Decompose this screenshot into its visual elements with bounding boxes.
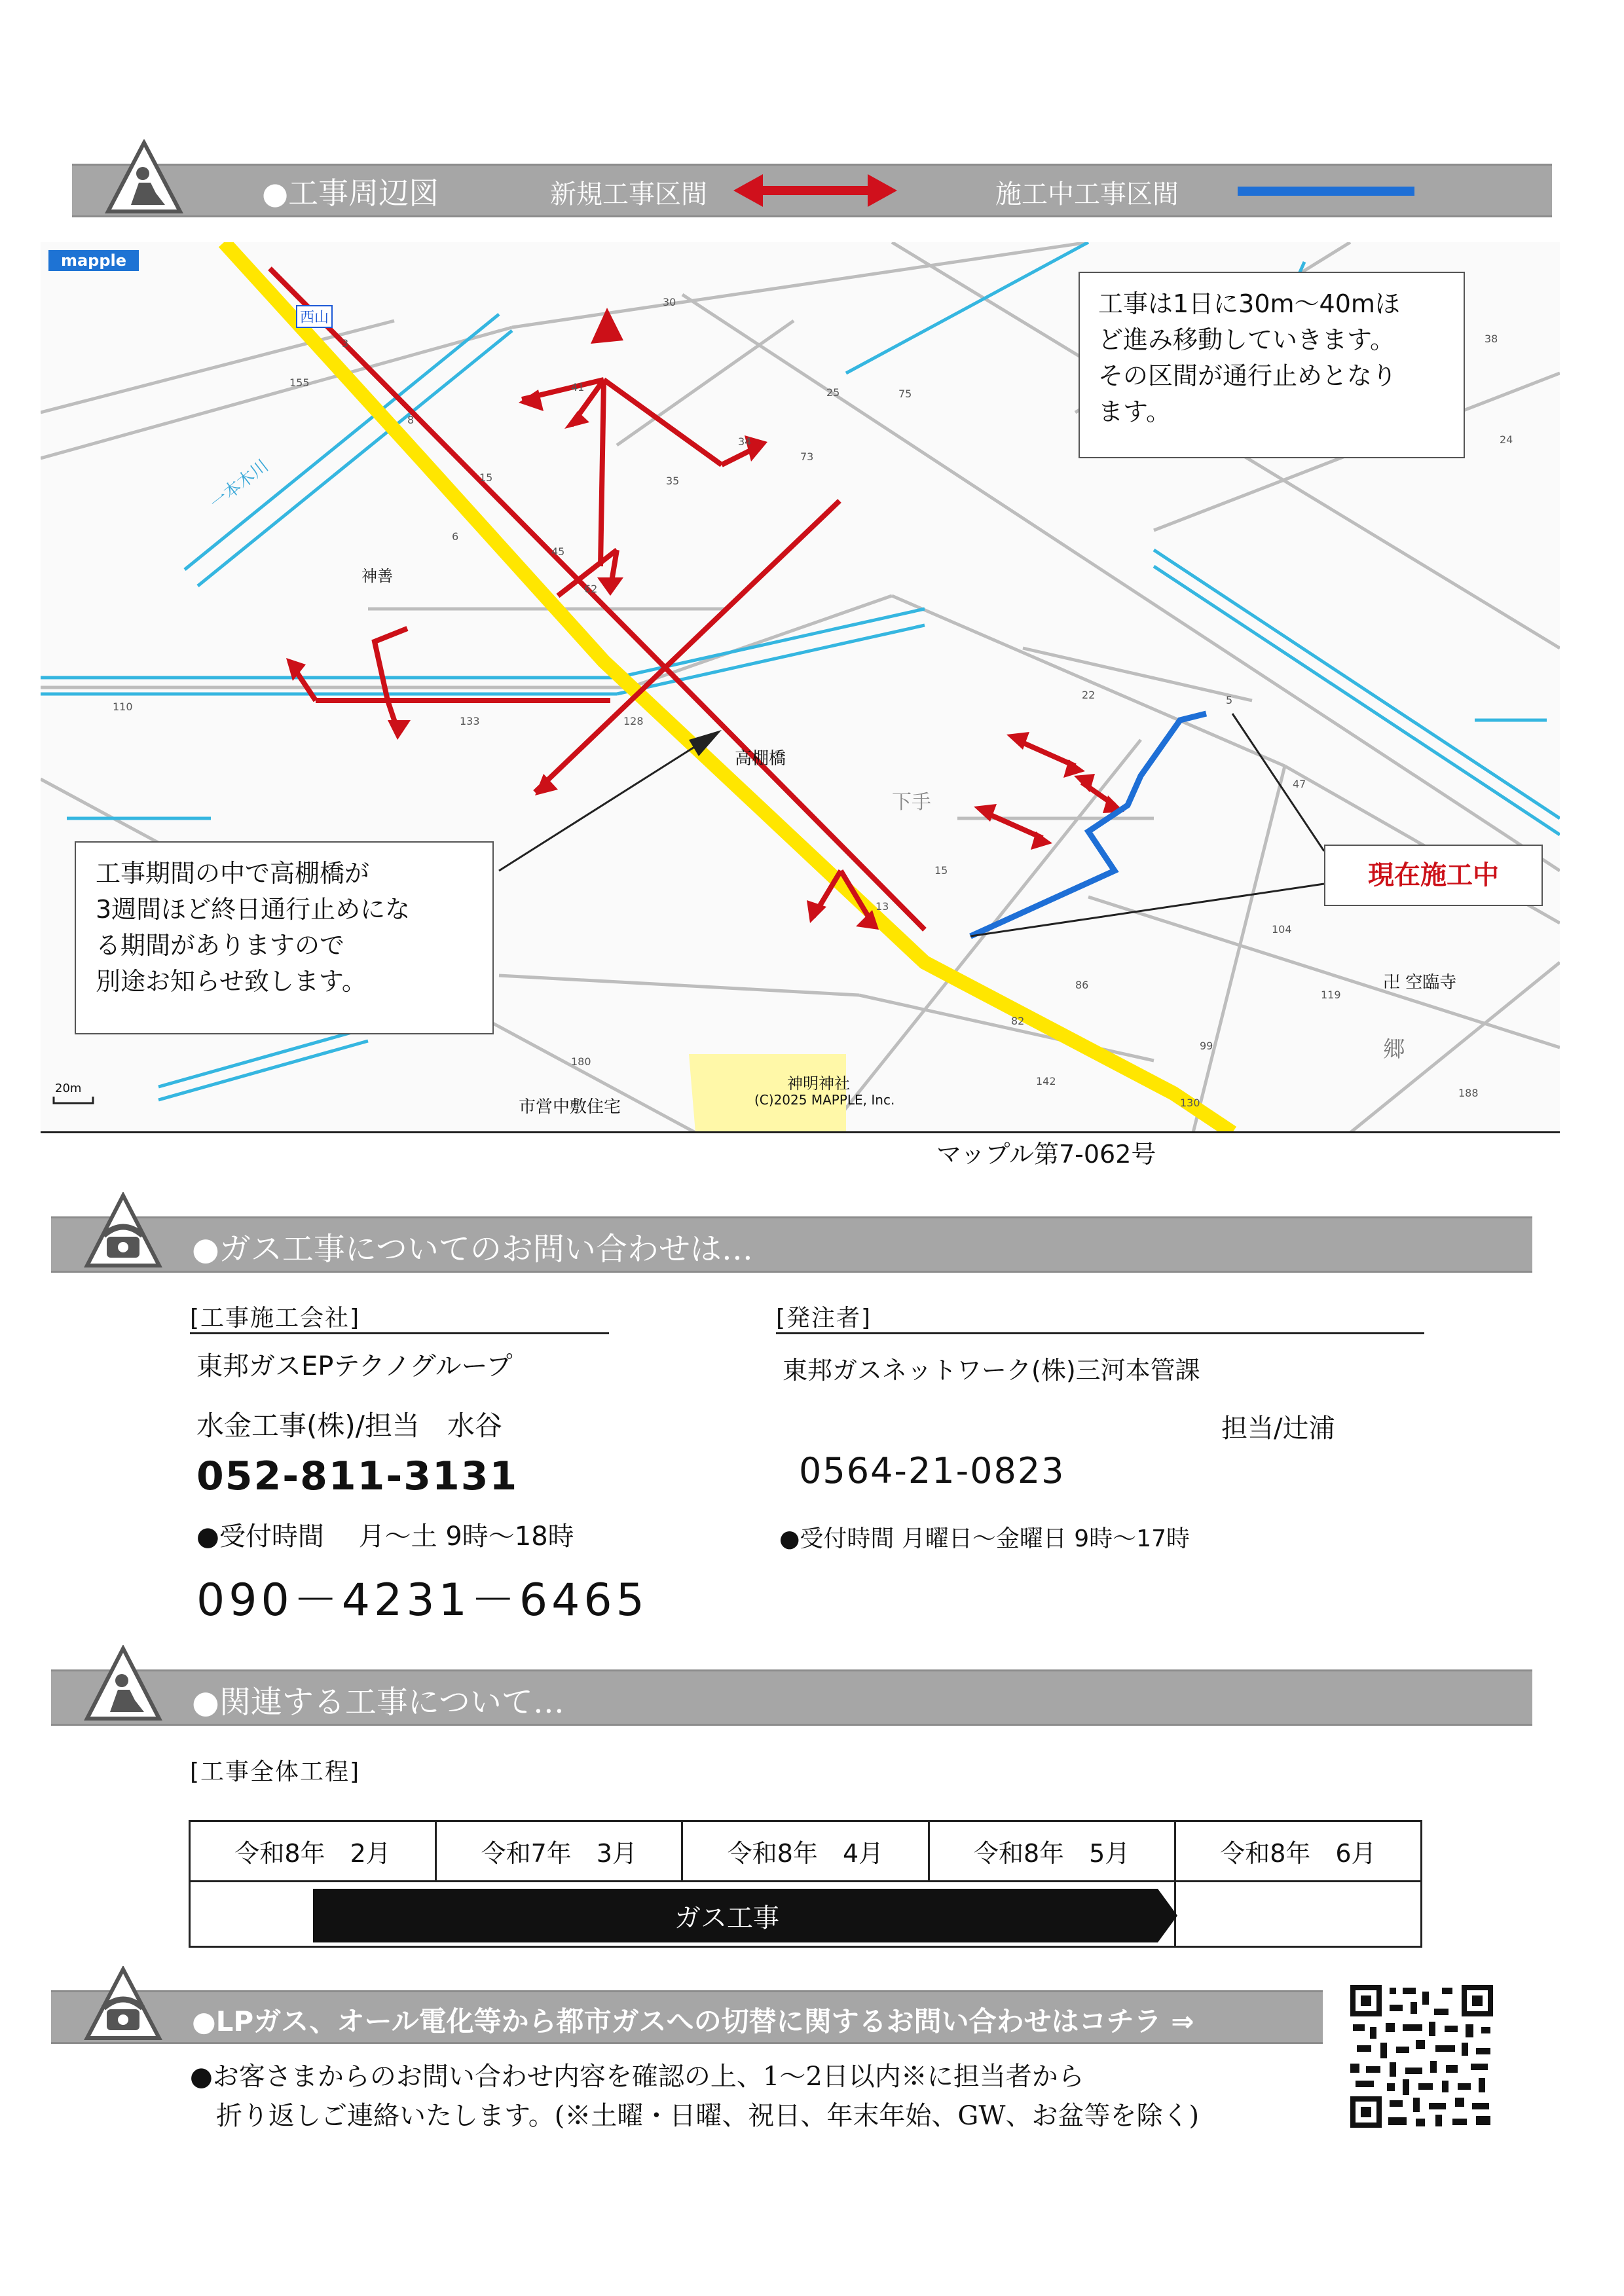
schedule-label: [工事全体工程] [190,1758,361,1785]
legend-new-arrow [733,171,897,210]
current-work-label: 現在施工中 [1324,845,1543,906]
label-shimote: 下手 [892,791,931,814]
house-number: 142 [1036,1075,1056,1087]
house-number: 104 [1272,923,1292,936]
note-bridge-callout [75,841,494,1034]
contact-section-title: ●ガス工事についてのお問い合わせは… [192,1231,753,1267]
house-number: 13 [876,900,889,913]
label-jutaku: 市営中敷住宅 [519,1097,621,1117]
client-phone: 0564-21-0823 [799,1450,1065,1491]
house-number: 38 [1485,333,1498,345]
client-underline [776,1332,1424,1334]
contractor-hours: ●受付時間 月～土 9時～18時 [196,1522,574,1552]
schedule-month: 令和8年 2月 [190,1821,436,1882]
house-number: 133 [460,715,480,727]
contractor-company: 水金工事(株)/担当 水谷 [196,1410,502,1442]
switch-body-line2: 折り返しご連絡いたします。(※土曜・日曜、祝日、年末年始、GW、お盆等を除く) [216,2101,1200,2131]
label-go: 郷 [1383,1036,1405,1063]
house-number: 34 [738,435,752,448]
label-shinmei: 神明神社 [787,1074,850,1093]
client-hours: ●受付時間 月曜日～金曜日 9時～17時 [779,1525,1190,1552]
label-kuurinji: 卍 空臨寺 [1383,973,1457,993]
house-number: 99 [1200,1040,1213,1052]
label-nishiyama: 西山 [296,305,333,328]
schedule-month: 令和8年 5月 [929,1821,1175,1882]
switch-body-line1: ●お客さまからのお問い合わせ内容を確認の上、1～2日以内※に担当者から [190,2062,1084,2092]
note-progress-line: ど進み移動していきます。 [1098,325,1395,354]
contractor-name: 東邦ガスEPテクノグループ [196,1351,513,1381]
note-progress-line: 工事は1日に30m～40mほ [1098,289,1400,318]
contractor-underline [190,1332,609,1334]
label-kanzen: 神善 [361,567,393,585]
contractor-phone: 052-811-3131 [196,1453,519,1499]
map-section-title: ●工事周辺図 [262,175,439,211]
note-progress-line: ます。 [1098,397,1171,426]
switch-section-title: ●LPガス、オール電化等から都市ガスへの切替に関するお問い合わせはコチラ ⇒ [192,2005,1194,2037]
label-scale: 20m [55,1082,82,1095]
house-number: 30 [663,296,676,308]
telephone-icon [84,1966,162,2041]
switch-section-header [51,1990,1323,2044]
gas-work-label: ガス工事 [674,1903,779,1933]
map-bottom-rule [41,1131,1560,1133]
note-bridge-line: 3週間ほど終日通行止めにな [96,895,411,924]
house-number: 86 [1075,979,1089,991]
house-number: 128 [623,715,644,727]
house-number: 119 [1321,989,1341,1001]
contractor-mobile: 090－4231－6465 [196,1575,648,1626]
note-progress-line: その区間が通行止めとなり [1098,361,1397,390]
house-number: 75 [898,388,912,400]
house-number: 47 [1293,778,1306,790]
house-number: 5 [1226,694,1233,706]
map-number: マップル第7-062号 [936,1140,1156,1169]
legend-current-line [1238,187,1414,196]
house-number: 24 [1500,433,1513,446]
mapple-logo: mapple [48,250,139,271]
house-number: 41 [571,381,585,393]
house-number: 73 [800,450,814,463]
house-number: 130 [1180,1097,1200,1109]
note-bridge-line: 工事期間の中で高棚橋が [96,859,370,888]
house-number: 3 [342,337,349,350]
house-number: 15 [934,864,948,877]
legend-new-label: 新規工事区間 [550,179,707,210]
telephone-icon [84,1192,162,1269]
label-takatanabashi: 高棚橋 [735,749,786,769]
contact-section-header [51,1216,1532,1273]
house-number: 110 [113,701,133,713]
label-copyright: (C)2025 MAPPLE, Inc. [754,1092,895,1108]
construction-worker-icon [84,1645,162,1722]
label-river: 一本木川 [206,456,272,514]
note-bridge-line: 別途お知らせ致します。 [96,967,367,996]
qr-code-icon[interactable] [1350,1985,1493,2128]
note-bridge-line: る期間がありますので [96,931,345,960]
house-number: 25 [826,386,840,399]
related-section-header [51,1669,1532,1726]
schedule-month: 令和8年 6月 [1175,1821,1421,1882]
house-number: 6 [452,530,459,543]
map-area [41,242,1560,1133]
house-number: 62 [584,583,598,595]
house-number: 35 [666,475,680,487]
map-section-header [72,164,1552,217]
schedule-month: 令和7年 3月 [436,1821,682,1882]
house-number: 188 [1458,1087,1479,1099]
house-number: 82 [1011,1015,1025,1027]
schedule-cell [1175,1882,1421,1947]
schedule-month: 令和8年 4月 [682,1821,929,1882]
contractor-label: [工事施工会社] [190,1305,361,1332]
client-person: 担当/辻浦 [1221,1413,1335,1444]
house-number: 180 [571,1055,591,1068]
house-number: 45 [551,545,565,558]
house-number: 15 [479,471,493,484]
legend-current-label: 施工中工事区間 [995,179,1179,210]
note-progress-callout [1079,272,1465,458]
related-section-title: ●関連する工事について… [192,1684,564,1721]
house-number: 8 [407,414,415,426]
client-label: [発注者] [776,1305,872,1332]
client-name: 東邦ガスネットワーク(株)三河本管課 [783,1356,1200,1385]
construction-worker-icon [105,139,183,215]
house-number: 22 [1082,689,1096,701]
house-number: 155 [289,376,310,389]
